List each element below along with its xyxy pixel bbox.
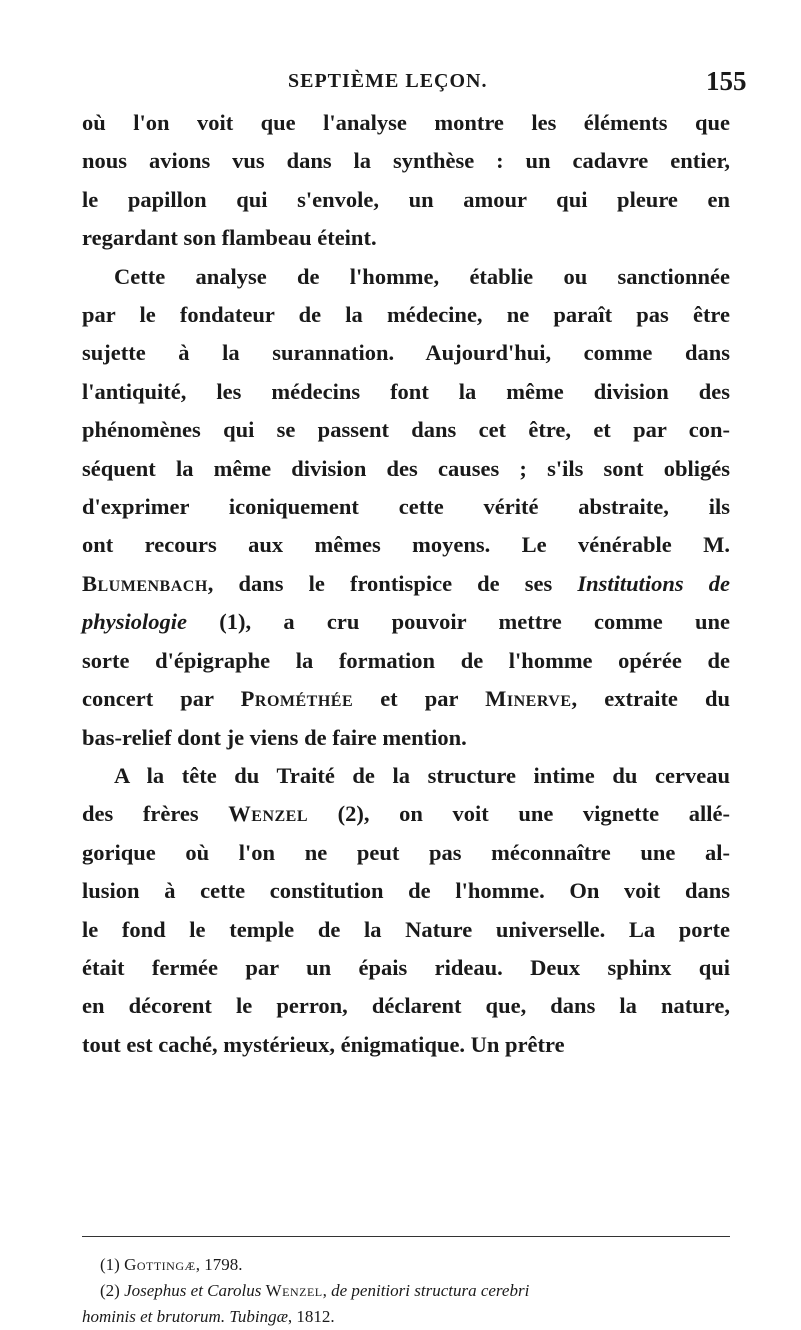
text-run: Cette analyse de l'homme, établie ou sanctionnée (114, 263, 730, 289)
text-run: où l'on voit que l'analyse montre les éléments que (82, 110, 730, 135)
text-line (82, 565, 730, 603)
text-line (82, 795, 730, 833)
italic-text: Josephus et Carolus (124, 1281, 262, 1300)
small-caps-text: Prométhée (240, 686, 354, 712)
text-run: lusion à cette constitution de l'homme. On voit dans (82, 878, 730, 904)
text-line (82, 334, 730, 372)
text-line (82, 411, 730, 449)
footnote-line (82, 1304, 730, 1330)
text-line (82, 104, 730, 142)
footnote-line (82, 1278, 730, 1304)
text-run: (2) (100, 1281, 125, 1300)
text-run: ont recours aux mêmes moyens. Le vénérable M. (82, 532, 730, 558)
text-run: et par (353, 686, 486, 712)
text-run: le fond le temple de la Nature universelle. La porte (82, 916, 730, 942)
text-line (82, 719, 730, 757)
text-run: , dans le frontispice de ses (207, 570, 578, 596)
text-run: l'antiquité, les médecins font la même division des (82, 378, 730, 404)
body-text (82, 104, 730, 1064)
text-run: , 1812. (287, 1307, 335, 1326)
footnote (82, 1278, 730, 1330)
small-caps-text: Wenzel (265, 1281, 323, 1300)
text-line (82, 757, 730, 795)
text-run: en décorent le perron, déclarent que, dans la nature, (82, 993, 730, 1019)
text-line (82, 526, 730, 564)
running-title: SEPTIÈME LEÇON. (288, 70, 488, 92)
paragraph (82, 258, 730, 757)
small-caps-text: Minerve (485, 686, 572, 712)
text-line (82, 987, 730, 1025)
small-caps-text: Wenzel (228, 801, 309, 827)
footnote-line (82, 1252, 730, 1278)
text-run: le papillon qui s'envole, un amour qui pleure en (82, 186, 730, 212)
small-caps-text: Gottingæ (124, 1255, 196, 1274)
text-line (82, 373, 730, 411)
text-run: sorte d'épigraphe la formation de l'homme opérée de (82, 647, 730, 673)
italic-text: Institutions de (577, 570, 730, 596)
text-run: phénomènes qui se passent dans cet être, et par con- (82, 417, 730, 443)
text-run: gorique où l'on ne peut pas méconnaître une al- (82, 839, 730, 865)
text-run: concert par (82, 686, 241, 712)
text-line (82, 1026, 730, 1064)
italic-text: de penitiori structura cerebri (331, 1281, 530, 1300)
italic-text: hominis et brutorum. Tubingæ (82, 1307, 288, 1326)
text-line (82, 642, 730, 680)
page-number: 155 (706, 66, 747, 96)
text-run: (1), a cru pouvoir mettre comme une (187, 609, 730, 635)
text-run: sujette à la surannation. Aujourd'hui, comme dans (82, 340, 730, 366)
text-run: , 1798. (195, 1255, 243, 1274)
text-line (82, 219, 730, 257)
footnote (82, 1252, 730, 1278)
text-run: nous avions vus dans la synthèse : un cadavre entier, (82, 148, 730, 174)
text-run: , extraite du (571, 686, 730, 712)
text-run: d'exprimer iconiquement cette vérité abstraite, ils (82, 494, 730, 520)
paragraph (82, 104, 730, 258)
text-line (82, 142, 730, 180)
text-run: était fermée par un épais rideau. Deux sphinx qui (82, 954, 730, 980)
text-line (82, 680, 730, 718)
text-run: , (322, 1281, 332, 1300)
italic-text: physiologie (82, 609, 187, 635)
text-line (82, 834, 730, 872)
text-run: des frères (82, 801, 229, 827)
text-line (82, 181, 730, 219)
text-line (82, 488, 730, 526)
text-line (82, 258, 730, 296)
text-line (82, 911, 730, 949)
text-run: regardant son flambeau éteint. (82, 225, 377, 251)
text-run: tout est caché, mystérieux, énigmatique. Un prêtre (82, 1031, 565, 1057)
text-line (82, 603, 730, 641)
footnote-rule (82, 1236, 730, 1237)
text-run: par le fondateur de la médecine, ne paraît pas être (82, 302, 730, 328)
small-caps-text: Blumenbach (82, 570, 208, 596)
text-run: séquent la même division des causes ; s'ils sont obligés (82, 455, 730, 481)
text-line (82, 872, 730, 910)
text-line (82, 450, 730, 488)
text-run: bas-relief dont je viens de faire mention. (82, 724, 467, 750)
footnotes (82, 1252, 730, 1330)
text-run: (1) (100, 1255, 125, 1274)
text-run: (2), on voit une vignette allé- (308, 801, 730, 827)
text-line (82, 949, 730, 987)
running-head (0, 66, 801, 96)
text-run: A la tête du Traité de la structure intime du cerveau (114, 762, 730, 788)
paragraph (82, 757, 730, 1064)
text-line (82, 296, 730, 334)
